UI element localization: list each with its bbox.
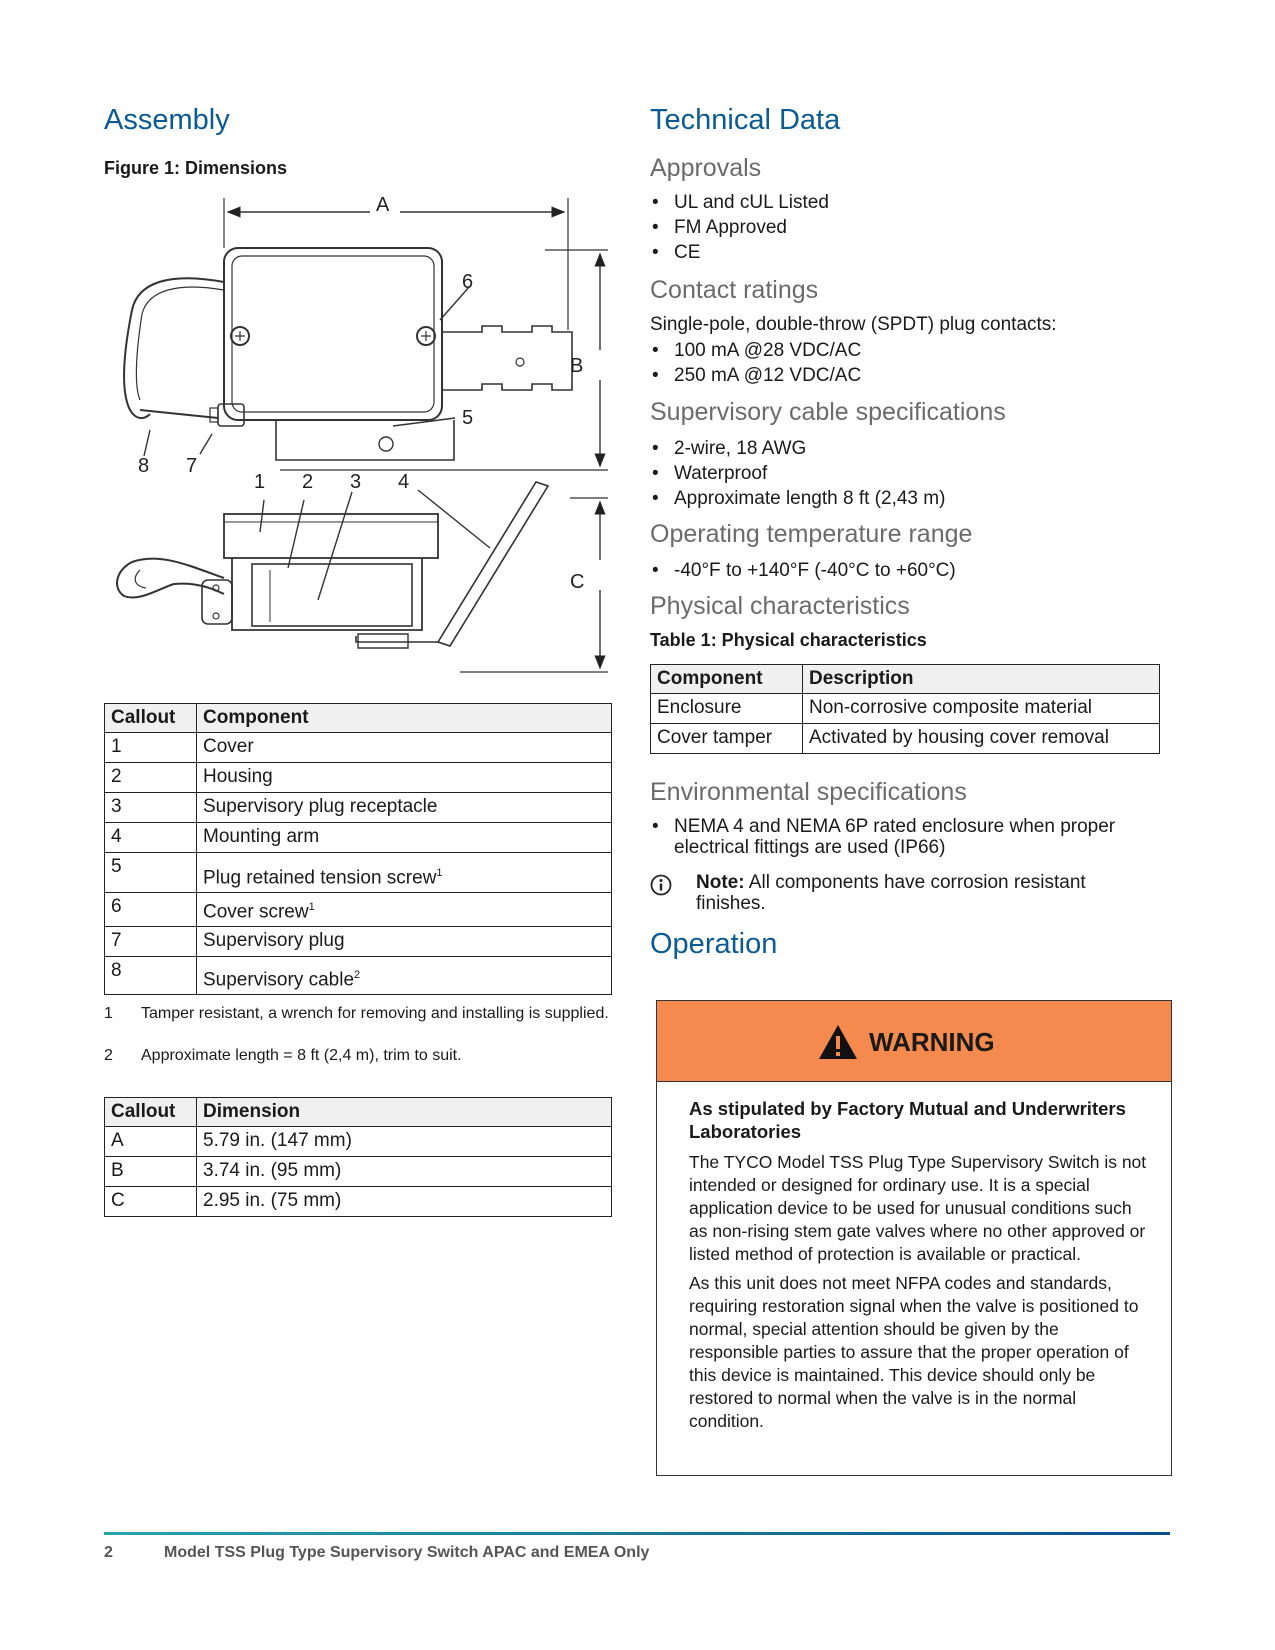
environmental-list — [650, 816, 1130, 858]
table-row: 3 Supervisory plug receptacle — [105, 793, 612, 823]
list-item: • Approximate length 8 ft (2,43 m) — [650, 486, 1170, 511]
warning-label: WARNING — [869, 1027, 995, 1057]
warning-title: As stipulated by Factory Mutual and Underwriters Laboratories — [689, 1098, 1126, 1142]
list-item: • -40°F to +140°F (-40°C to +60°C) — [650, 558, 1170, 583]
subsection-title-physical: Physical characteristics — [650, 592, 910, 620]
list-item: • FM Approved — [650, 215, 1170, 240]
warning-paragraph: The TYCO Model TSS Plug Type Supervisory Switch is not intended or designed for ordinary use. It is a special application device to be used for unusual conditions such as non-rising stem gate valves where no other approved or listed method of protection is available or practical. — [689, 1152, 1147, 1264]
subsection-title-cable: Supervisory cable specifications — [650, 398, 1006, 426]
table-row: 1 Cover — [105, 733, 612, 763]
list-item: • NEMA 4 and NEMA 6P rated enclosure when proper electrical fittings are used (IP66) — [650, 816, 1130, 858]
table-row: 5 Plug retained tension screw$^1$ — [105, 853, 612, 893]
figure-caption: Figure 1: Dimensions — [104, 158, 288, 178]
table-header: Description — [803, 665, 1160, 694]
section-title-technical-data: Technical Data — [650, 104, 841, 136]
warning-header — [657, 1001, 1171, 1082]
physical-table — [650, 664, 1160, 754]
dim-label-b: B — [570, 355, 584, 377]
table-row: 7 Supervisory plug — [105, 927, 612, 957]
subsection-title-approvals: Approvals — [650, 154, 762, 182]
table-header: Component — [651, 665, 803, 694]
table-row: 8 Supervisory cable$^2$ — [105, 957, 612, 995]
footnote-2: 2 Approximate length = 8 ft (2,4 m), trim to suit. — [104, 1047, 462, 1064]
note — [696, 872, 1116, 914]
warning-body — [689, 1097, 1149, 1433]
list-item: • 100 mA @28 VDC/AC — [650, 338, 1170, 363]
dimension-table — [104, 1097, 612, 1217]
callout-label-5: 5 — [462, 407, 474, 429]
component-table — [104, 703, 612, 995]
callout-label-7: 7 — [186, 455, 198, 477]
cable-list — [650, 436, 1170, 511]
note-label: Note: — [696, 872, 745, 893]
callout-label-3: 3 — [350, 471, 362, 493]
dim-label-c: C — [570, 571, 585, 593]
list-item: • 250 mA @12 VDC/AC — [650, 363, 1170, 388]
table-row: 2 Housing — [105, 763, 612, 793]
note-text: All components have corrosion resistant finishes. — [696, 872, 1086, 914]
footnote-ref: 2 — [354, 968, 361, 981]
table-row: A 5.79 in. (147 mm) — [105, 1127, 612, 1157]
footer-rule — [104, 1532, 1170, 1535]
table-header: Dimension — [197, 1098, 612, 1127]
callout-label-8: 8 — [138, 455, 150, 477]
table-header: Component — [197, 704, 612, 733]
subsection-title-environmental: Environmental specifications — [650, 778, 967, 806]
warning-box — [656, 1000, 1172, 1476]
callout-label-2: 2 — [302, 471, 314, 493]
dimensions-figure — [100, 190, 620, 680]
callout-label-6: 6 — [462, 271, 474, 293]
warning-triangle-icon — [817, 1023, 859, 1061]
table-row: B 3.74 in. (95 mm) — [105, 1157, 612, 1187]
footnote-ref: 1 — [436, 866, 443, 879]
temperature-list — [650, 558, 1170, 583]
footnote-ref: 1 — [308, 900, 315, 913]
table-header: Callout — [105, 704, 197, 733]
footnote-1: 1 Tamper resistant, a wrench for removing and installing is supplied. — [104, 1005, 609, 1022]
subsection-title-contact-ratings: Contact ratings — [650, 276, 819, 304]
section-title-operation: Operation — [650, 928, 778, 960]
list-item: • 2-wire, 18 AWG — [650, 436, 1170, 461]
page-number: 2 — [104, 1544, 113, 1561]
contact-intro: Single-pole, double-throw (SPDT) plug contacts: — [650, 314, 1057, 335]
subsection-title-temperature: Operating temperature range — [650, 520, 973, 548]
callout-label-1: 1 — [254, 471, 266, 493]
list-item: • Waterproof — [650, 461, 1170, 486]
table-row: C 2.95 in. (75 mm) — [105, 1187, 612, 1217]
table-row: Cover tamper Activated by housing cover removal — [651, 724, 1160, 754]
table-row: 6 Cover screw$^1$ — [105, 893, 612, 927]
list-item: • CE — [650, 240, 1170, 265]
dim-label-a: A — [376, 194, 390, 216]
list-item: • UL and cUL Listed — [650, 190, 1170, 215]
approvals-list — [650, 190, 1170, 265]
contact-list — [650, 338, 1170, 388]
callout-label-4: 4 — [398, 471, 410, 493]
footer-title: Model TSS Plug Type Supervisory Switch APAC and EMEA Only — [164, 1544, 650, 1561]
warning-paragraph: As this unit does not meet NFPA codes and standards, requiring restoration signal when the valve is positioned to normal, special attention should be given by the responsible parties to assure that the proper operation of this device is maintained. This device should only be restored to normal when the valve is in the normal condition. — [689, 1273, 1139, 1431]
table-header: Callout — [105, 1098, 197, 1127]
info-icon — [650, 874, 672, 896]
table-caption: Table 1: Physical characteristics — [650, 630, 927, 650]
section-title-assembly: Assembly — [104, 104, 230, 136]
table-row: 4 Mounting arm — [105, 823, 612, 853]
table-row: Enclosure Non-corrosive composite material — [651, 694, 1160, 724]
